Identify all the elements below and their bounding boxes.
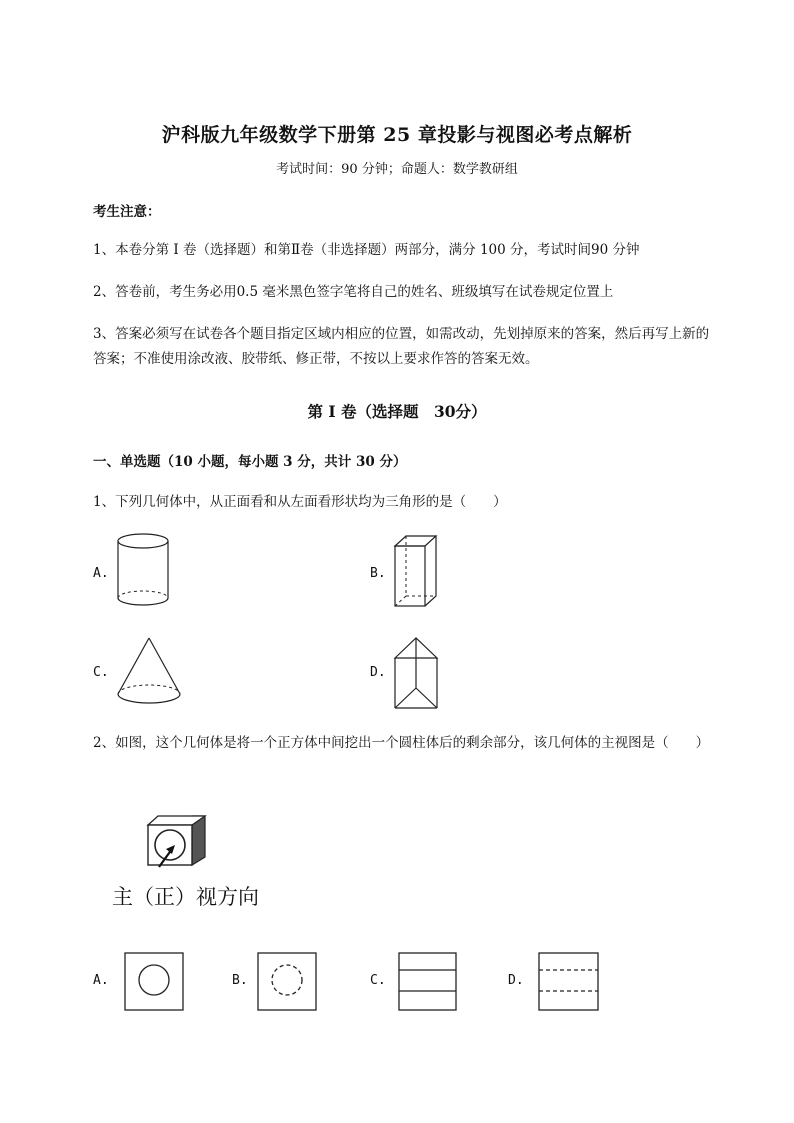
q1-option-b-label[interactable]: B.	[370, 566, 386, 581]
question-2-text: 2、如图，这个几何体是将一个正方体中间挖出一个圆柱体后的剩余部分，该几何体的主视图是（ ）	[93, 735, 710, 751]
exam-subtitle: 考试时间：90 分钟；命题人：数学教研组	[276, 162, 518, 177]
hollow-cube-figure	[146, 815, 208, 873]
notice-item-1: 1、本卷分第 I 卷（选择题）和第Ⅱ卷（非选择题）两部分，满分 100 分，考试时间90 分钟	[93, 242, 640, 258]
q1-option-c-label[interactable]: C.	[93, 665, 109, 680]
rectangle-with-dashed-lines-figure	[538, 951, 600, 1013]
section-title: 第 I 卷（选择题 30分）	[307, 402, 487, 421]
q2-option-b-label[interactable]: B.	[232, 973, 248, 988]
q2-option-c-label[interactable]: C.	[370, 973, 386, 988]
rectangular-prism-figure	[393, 532, 441, 612]
page-title: 沪科版九年级数学下册第 25 章投影与视图必考点解析	[161, 124, 633, 146]
triangular-prism-figure	[393, 636, 445, 712]
cone-figure	[114, 636, 186, 712]
view-direction-caption: 主（正）视方向	[112, 885, 259, 909]
q2-option-d-label[interactable]: D.	[508, 973, 524, 988]
notice-heading: 考生注意：	[93, 204, 161, 220]
q1-option-a-label[interactable]: A.	[93, 566, 109, 581]
cylinder-figure	[112, 530, 176, 612]
question-1-text: 1、下列几何体中，从正面看和从左面看形状均为三角形的是（ ）	[93, 494, 507, 510]
q1-option-d-label[interactable]: D.	[370, 665, 386, 680]
notice-item-2: 2、答卷前，考生务必用0.5 毫米黑色签字笔将自己的姓名、班级填写在试卷规定位置上	[93, 284, 614, 300]
square-with-solid-circle-figure	[124, 951, 186, 1013]
rectangle-with-solid-lines-figure	[398, 951, 460, 1013]
notice-item-3: 3、答案必须写在试卷各个题目指定区域内相应的位置，如需改动，先划掉原来的答案，然后再写上新的答案；不准使用涂改液、胶带纸、修正带，不按以上要求作答的答案无效。	[93, 326, 710, 367]
q2-option-a-label[interactable]: A.	[93, 973, 109, 988]
part-heading: 一、单选题（10 小题，每小题 3 分，共计 30 分）	[93, 454, 407, 470]
square-with-dashed-circle-figure	[257, 951, 319, 1013]
